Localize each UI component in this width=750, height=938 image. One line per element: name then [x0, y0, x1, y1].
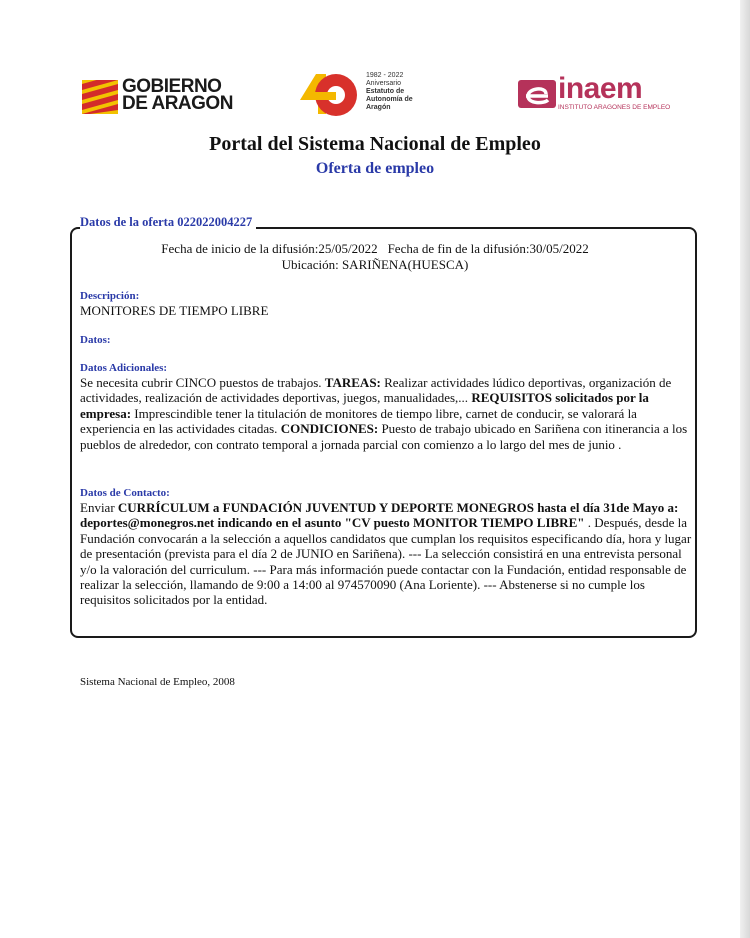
start-date-value: 25/05/2022: [318, 241, 378, 256]
inaem-subtitle: INSTITUTO ARAGONES DE EMPLEO: [558, 104, 671, 111]
start-date-label: Fecha de inicio de la difusión:: [161, 241, 319, 256]
additional-part4: Puesto de trabajo ubicado en Sariñena con itinerancia a los pueblos de alrededor, con contrato temporal a jornada parcial con comienzo a lo largo del mes de junio .: [80, 421, 688, 452]
anniversary-line3: Autonomía de: [366, 96, 413, 103]
gobierno-aragon-logo: [82, 78, 242, 118]
datos-label: Datos:: [80, 334, 111, 346]
contact-label: Datos de Contacto:: [80, 487, 170, 499]
additional-text: [80, 375, 692, 452]
footer-text: Sistema Nacional de Empleo, 2008: [80, 676, 235, 688]
location-label: Ubicación:: [281, 257, 339, 272]
description-value: MONITORES DE TIEMPO LIBRE: [80, 303, 269, 318]
aragon-logo-text: [122, 78, 233, 112]
description-section: [80, 290, 692, 318]
requisitos-label: REQUISITOS solicitados por la empresa:: [80, 390, 649, 421]
anniversary-line2: Estatuto de: [366, 88, 405, 95]
anniversary-line4: Aragón: [366, 104, 391, 111]
condiciones-label: CONDICIONES:: [280, 421, 379, 437]
aragon-flag-icon: [82, 80, 118, 114]
additional-label: Datos Adicionales:: [80, 362, 168, 374]
tareas-label: TAREAS:: [324, 375, 381, 390]
additional-part2: Realizar actividades lúdico deportivas, organización de actividades, realización de actividades deportivas, juegos, manualidades,...: [80, 375, 672, 406]
offer-legend: Datos de la oferta 022022004227: [80, 215, 256, 230]
description-label: Descripción:: [80, 290, 140, 302]
contact-part1: Enviar: [80, 500, 118, 515]
contact-text: [80, 500, 692, 608]
additional-part1: Se necesita cubrir CINCO puestos de trabajos.: [80, 375, 325, 390]
inaem-wordmark: inaem: [558, 72, 643, 105]
location-value: SARIÑENA(HUESCA): [341, 257, 469, 272]
page-title: Portal del Sistema Nacional de Empleo: [209, 133, 541, 155]
anniversary-line1: Aniversario: [366, 80, 402, 87]
contact-bold: CURRÍCULUM a FUNDACIÓN JUVENTUD Y DEPORTE MONEGROS hasta el día 31de Mayo a: deportes@monegros.net indicando en el asunto "CV puesto MONITOR TIEMPO LIBRE": [80, 500, 679, 531]
end-date-value: 30/05/2022: [529, 241, 589, 256]
aragon-logo-line1: GOBIERNO: [122, 76, 222, 97]
forty-anniversary-icon: [296, 70, 358, 120]
contact-part2: . Después, desde la Fundación convocarán a la selección a aquellos candidatos que cumplan los requisitos especificando día, hora y lugar de presentación (prevista para el día 2 de JUNIO en Sariñena). --- La selección consistirá en una entrevista personal y/o la valoración del curriculum. --- Para más información puede contactar con la Fundación, entidad responsable de realizar la selección, llamando de 9:00 a 14:00 al 974570090 (Ana Loriente). --- Abstenerse si no cumple los requisitos solicitados por la entidad.: [80, 515, 692, 608]
additional-section: [80, 362, 692, 452]
datos-section: [80, 334, 692, 347]
aragon-logo-line2: DE ARAGON: [122, 93, 233, 114]
inaem-logo: [518, 72, 678, 116]
page-subtitle: Oferta de empleo: [315, 160, 435, 177]
inaem-e-icon: [518, 80, 556, 108]
offer-dates: [0, 241, 750, 273]
additional-part3: Imprescindible tener la titulación de monitores de tiempo libre, carnet de conducir, se valorará la experiencia en las actividades citadas.: [80, 405, 637, 437]
contact-section: [80, 487, 692, 608]
anniversary-logo: [296, 70, 436, 122]
anniversary-years: 1982 - 2022: [366, 72, 404, 79]
end-date-label: Fecha de fin de la difusión:: [387, 241, 530, 256]
